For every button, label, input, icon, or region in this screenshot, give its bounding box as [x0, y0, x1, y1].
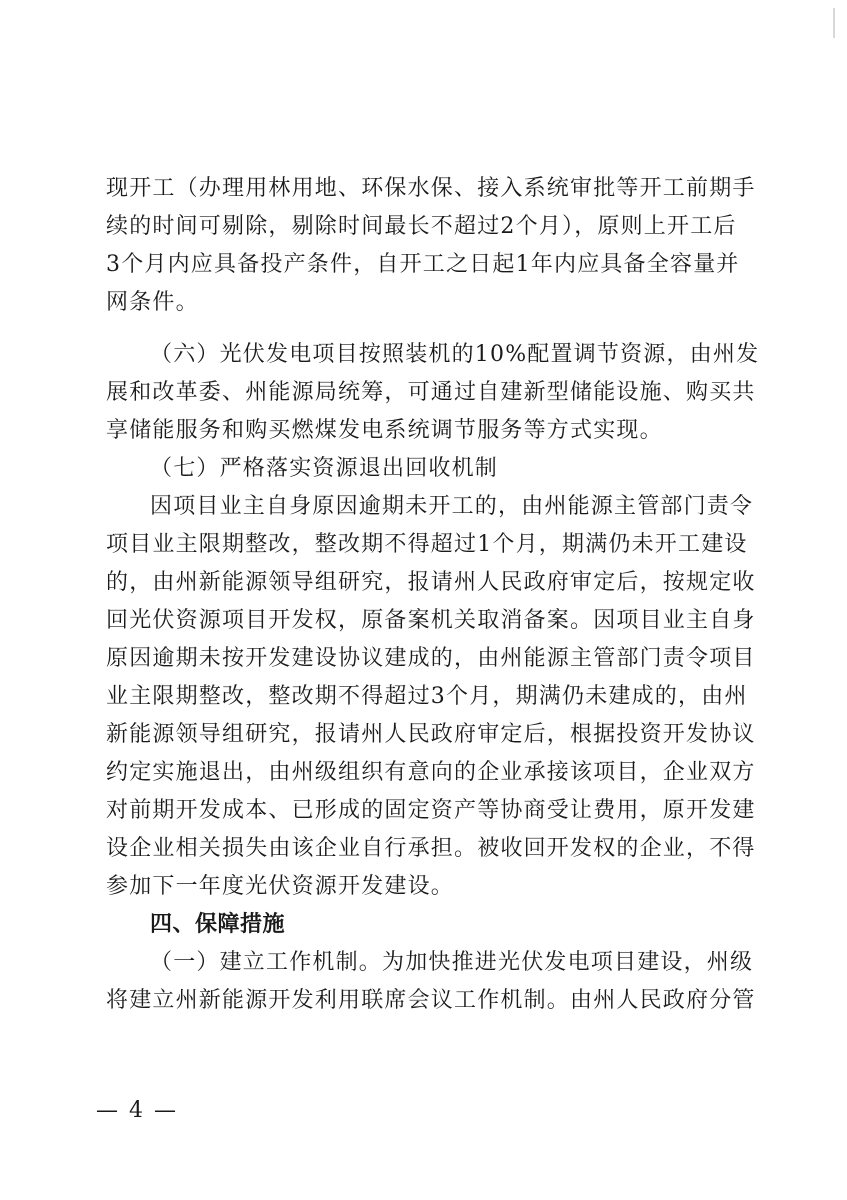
paragraph-work-mechanism: [106, 944, 756, 1020]
text-line: （一）建立工作机制。为加快推进光伏发电项目建设，州级: [150, 950, 754, 975]
paragraph-item-seven: [106, 450, 746, 488]
section-heading-safeguards: [106, 906, 746, 944]
text-line: 续的时间可剔除，剔除时间最长不超过2个月），原则上开工后: [106, 214, 737, 239]
text-line: 将建立州新能源开发利用联席会议工作机制。由州人民政府分管: [106, 988, 756, 1013]
text-line: 原因逾期未按开发建设协议建成的，由州能源主管部门责令项目: [106, 646, 756, 671]
text-line: 的，由州新能源领导组研究，报请州人民政府审定后，按规定收: [106, 570, 756, 595]
text-line: 新能源领导组研究，报请州人民政府审定后，根据投资开发协议: [106, 722, 756, 747]
text-line: 享储能服务和购买燃煤发电系统调节服务等方式实现。: [106, 418, 663, 443]
text-line: 约定实施退出，由州级组织有意向的企业承接该项目，企业双方: [106, 760, 756, 785]
scan-edge-mark: [833, 8, 835, 38]
document-body: [106, 170, 760, 1020]
text-line: 回光伏资源项目开发权，原备案机关取消备案。因项目业主自身: [106, 608, 756, 633]
text-line: 参加下一年度光伏资源开发建设。: [106, 874, 455, 899]
page-number: — 4 —: [96, 1098, 178, 1123]
text-line: （七）严格落实资源退出回收机制: [150, 456, 499, 481]
text-line: 现开工（办理用林用地、环保水保、接入系统审批等开工前期手: [106, 176, 756, 201]
text-line: 项目业主限期整改，整改期不得超过1个月，期满仍未开工建设: [106, 532, 748, 557]
paragraph-item-six: [106, 336, 760, 450]
paragraph-construction-deadline: [106, 170, 756, 322]
text-line: 网条件。: [106, 290, 199, 315]
text-line: 业主限期整改，整改期不得超过3个月，期满仍未建成的，由州: [106, 684, 748, 709]
text-line: 对前期开发成本、已形成的固定资产等协商受让费用，原开发建: [106, 798, 756, 823]
paragraph-exit-mechanism: [106, 488, 756, 906]
text-line: 设企业相关损失由该企业自行承担。被收回开发权的企业，不得: [106, 836, 756, 861]
text-line: 展和改革委、州能源局统筹，可通过自建新型储能设施、购买共: [106, 380, 756, 405]
section-heading: 四、保障措施: [150, 912, 286, 937]
text-line: （六）光伏发电项目按照装机的10%配置调节资源，由州发: [150, 342, 760, 367]
text-line: 因项目业主自身原因逾期未开工的，由州能源主管部门责令: [150, 494, 754, 519]
text-line: 3个月内应具备投产条件，自开工之日起1年内应具备全容量并: [106, 252, 740, 277]
